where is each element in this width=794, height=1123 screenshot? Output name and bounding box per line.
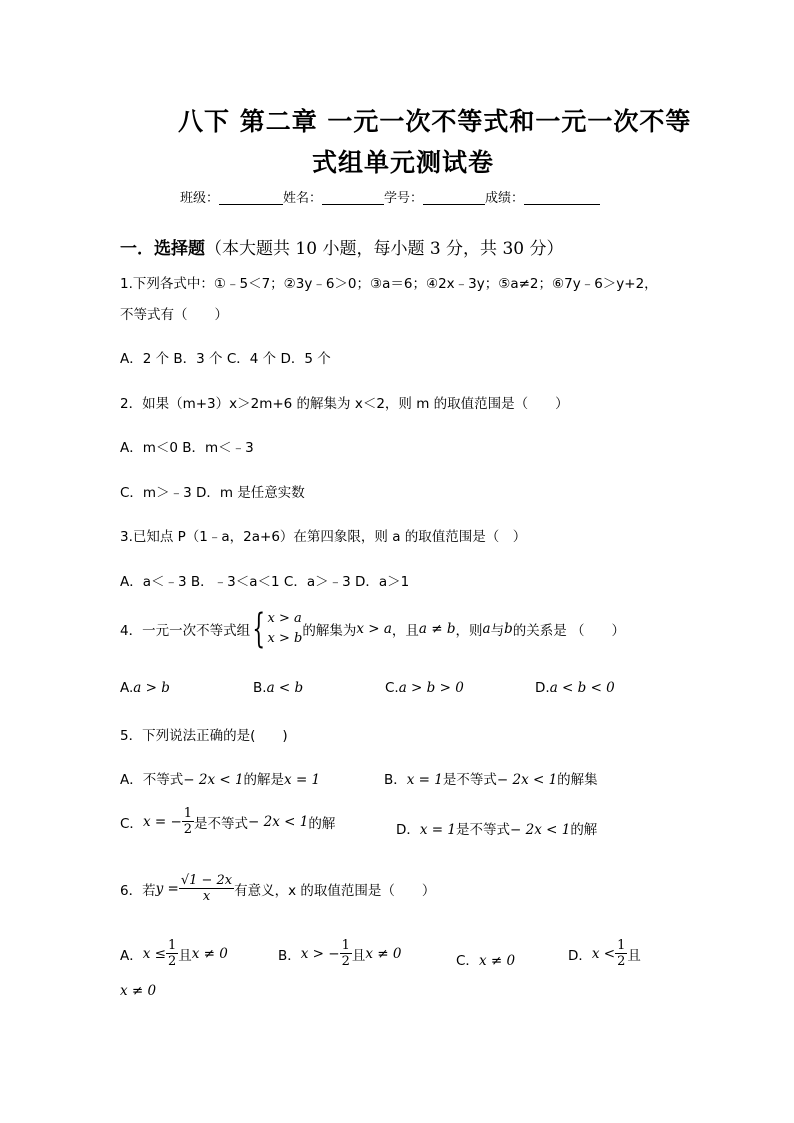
q4-var-a: a (482, 621, 491, 637)
q5-stem: 5．下列说法正确的是( ) (120, 728, 288, 744)
q4-option-c-label: C. (385, 680, 399, 696)
left-brace-icon: { (252, 606, 266, 652)
q4-option-b-expr: a < b (266, 680, 304, 696)
q4-option-c (385, 680, 464, 696)
q1-stem-line-2: 不等式有（ ） (120, 307, 228, 323)
q5-b-value: x = 1 (406, 772, 443, 788)
name-label: 姓名： (283, 191, 323, 206)
q4-option-d-expr: a < b < 0 (549, 680, 615, 696)
q5-b-prefix: B． (384, 772, 407, 788)
q6-denominator: x (202, 889, 211, 904)
q5-c-text: 是不等式 (194, 815, 249, 832)
q4-text-solution: 的解集为 (302, 623, 357, 639)
q6-a-var: x ≤ (142, 945, 166, 962)
q6-b-prefix: B． (278, 947, 301, 964)
section-1-title: 一．选择题 (120, 239, 205, 259)
q4-option-b (253, 680, 303, 696)
q6-prefix: 6．若 (120, 882, 156, 899)
q6-sqrt-expr: √1 − 2x (180, 873, 233, 888)
class-label: 班级： (180, 191, 220, 206)
q6-a-condition: x ≠ 0 (191, 945, 228, 962)
q6-numerator (179, 873, 234, 889)
q6-option-d-condition (120, 983, 156, 999)
q5-c-denominator: 2 (183, 822, 193, 837)
q4-inequality-system (250, 606, 303, 652)
q5-b-suffix: 的解集 (557, 772, 598, 788)
q5-c-suffix: 的解 (308, 815, 336, 832)
section-1-note: （本大题共 10 小题，每小题 3 分，共 30 分） (205, 239, 564, 259)
q6-d-denominator: 2 (617, 954, 626, 969)
q6-a-numerator: 1 (167, 938, 177, 953)
q5-d-inequality: − 2x < 1 (510, 822, 571, 838)
q5-a-prefix: A．不等式 (120, 772, 184, 788)
q4-text-with: 与 (490, 623, 505, 639)
q5-option-b (384, 768, 598, 788)
q5-d-prefix: D． (396, 822, 420, 838)
q4-text-then: ，则 (455, 623, 483, 639)
q5-d-suffix: 的解 (570, 822, 598, 838)
q4-stem (120, 606, 626, 652)
q4-option-b-label: B. (253, 680, 267, 696)
q6-b-denominator: 2 (341, 954, 350, 969)
q4-option-a-expr: a > b (133, 680, 170, 696)
score-blank (524, 190, 600, 205)
q5-d-text: 是不等式 (456, 822, 511, 838)
q6-b-var: x > − (300, 945, 340, 962)
q6-c-prefix: C． (456, 953, 479, 969)
q6-a-prefix: A． (120, 947, 143, 964)
q3-options: A．a＜﹣3 B．﹣3＜a＜1 C．a＞﹣3 D．a＞1 (120, 574, 410, 590)
q4-system-top: x > a (267, 611, 302, 626)
q4-prefix: 4．一元一次不等式组 (120, 623, 251, 639)
q6-option-d (568, 938, 641, 969)
q6-b-and: 且 (351, 947, 366, 964)
q5-a-text: 的解是 (243, 772, 285, 788)
q5-option-d (396, 818, 597, 838)
q6-c-value: x ≠ 0 (478, 953, 516, 969)
q6-d-numerator: 1 (617, 938, 626, 953)
name-blank (322, 190, 384, 205)
q5-c-fraction (182, 806, 194, 837)
q6-a-fraction (166, 938, 178, 969)
q6-d-and: 且 (627, 947, 641, 964)
q4-option-d (535, 680, 615, 696)
q4-option-d-label: D. (535, 680, 550, 696)
q6-b-condition: x ≠ 0 (365, 945, 402, 962)
q5-option-a (120, 768, 320, 788)
q6-option-c (456, 949, 515, 969)
q5-option-c (120, 806, 335, 837)
q4-option-c-expr: a > b > 0 (398, 680, 464, 696)
student-info-row (180, 187, 600, 206)
q6-b-numerator: 1 (341, 938, 350, 953)
section-1-heading (120, 234, 564, 259)
q6-option-b (278, 938, 401, 969)
q5-c-prefix: C． (120, 815, 143, 832)
id-label: 学号： (384, 191, 424, 206)
q6-suffix: 有意义，x 的取值范围是（ ） (234, 882, 436, 899)
q4-var-b: b (504, 621, 513, 637)
q6-fraction (179, 873, 234, 904)
q4-suffix: 的关系是 （ ） (512, 623, 626, 639)
score-label: 成绩： (485, 191, 525, 206)
q2-stem: 2．如果（m+3）x＞2m+6 的解集为 x＜2，则 m 的取值范围是（ ） (120, 396, 569, 412)
q1-options: A．2 个 B．3 个 C．4 个 D．5 个 (120, 351, 331, 367)
q5-a-value: x = 1 (284, 772, 321, 788)
q2-options-ab: A．m＜0 B．m＜﹣3 (120, 440, 254, 456)
q5-a-inequality: − 2x < 1 (183, 772, 244, 788)
q4-option-a (120, 680, 170, 696)
q6-b-fraction (340, 938, 352, 969)
q6-a-denominator: 2 (167, 954, 177, 969)
title-line-2: 式组单元测试卷 (312, 148, 495, 177)
q4-option-a-label: A. (120, 680, 134, 696)
q2-options-cd: C．m＞﹣3 D．m 是任意实数 (120, 485, 305, 501)
q6-d-var: x < (591, 945, 616, 962)
q4-solution-expr: x > a (356, 621, 392, 637)
q4-system-bottom: x > b (267, 631, 303, 646)
q5-c-var: x = − (142, 813, 182, 830)
q4-text-and: ，且 (391, 623, 419, 639)
q6-d-fraction (615, 938, 627, 969)
q6-option-a (120, 938, 228, 969)
q5-c-inequality: − 2x < 1 (248, 813, 309, 830)
id-blank (423, 190, 485, 205)
q5-b-inequality: − 2x < 1 (496, 772, 558, 788)
q6-a-and: 且 (178, 947, 192, 964)
q6-d-condition: x ≠ 0 (120, 983, 157, 999)
q5-d-value: x = 1 (419, 822, 457, 838)
q3-stem: 3.已知点 P（1﹣a，2a+6）在第四象限，则 a 的取值范围是（ ） (120, 529, 527, 545)
title-line-1: 八下 第二章 一元一次不等式和一元一次不等 (178, 107, 692, 136)
q6-d-prefix: D． (568, 947, 592, 964)
q1-stem-line-1: 1.下列各式中：①﹣5＜7；②3y﹣6＞0；③a＝6；④2x﹣3y；⑤a≠2；⑥7y﹣6＞y+2， (120, 276, 658, 292)
q5-b-text: 是不等式 (442, 772, 497, 788)
q6-y-eq: y = (155, 880, 179, 897)
class-blank (219, 190, 283, 205)
q6-stem (120, 873, 435, 904)
q4-condition-expr: a ≠ b (418, 621, 456, 637)
q5-c-numerator: 1 (183, 806, 193, 821)
